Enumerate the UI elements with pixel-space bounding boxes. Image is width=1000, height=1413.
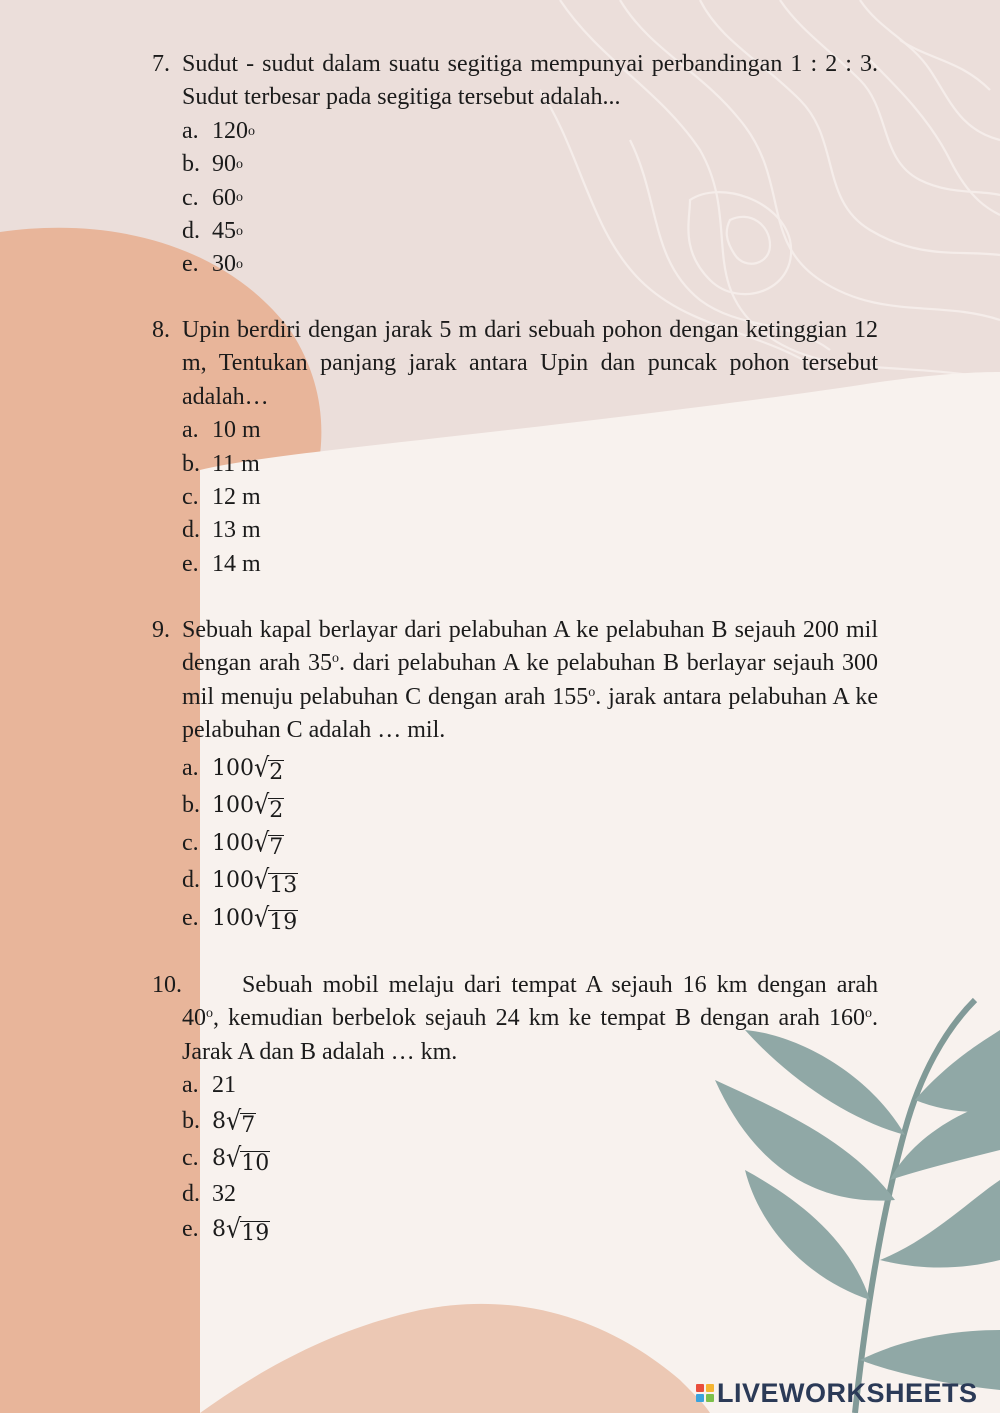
question-10 xyxy=(152,969,878,1249)
sqrt-expression: 100 √ 2 xyxy=(212,752,284,786)
options-list xyxy=(182,115,878,282)
question-number: 8. xyxy=(152,317,170,343)
option-d[interactable]: d. 32 xyxy=(182,1180,236,1207)
option-c[interactable]: c. 12 m xyxy=(182,484,261,510)
option-d[interactable]: d. 45 o xyxy=(182,217,243,244)
question-9 xyxy=(152,614,878,937)
sqrt-expression: 100 √ 7 xyxy=(212,827,284,861)
options-list xyxy=(182,414,878,581)
option-b[interactable]: b. 100 √ 2 xyxy=(182,789,284,823)
options-list xyxy=(182,750,878,938)
logo-text: LIVEWORKSHEETS xyxy=(717,1377,978,1408)
option-e[interactable]: e. 14 m xyxy=(182,550,261,577)
question-number: 9. xyxy=(152,617,170,643)
liveworksheets-logo xyxy=(696,1378,978,1408)
question-7 xyxy=(152,48,878,282)
logo-icon xyxy=(696,1384,714,1402)
option-e[interactable]: e. 100 √ 19 xyxy=(182,902,298,936)
option-a[interactable]: a. 10 m xyxy=(182,417,261,444)
question-8 xyxy=(152,314,878,581)
option-a[interactable]: a. 21 xyxy=(182,1072,236,1099)
option-b[interactable]: b. 11 m xyxy=(182,450,260,477)
option-d[interactable]: d. 100 √ 13 xyxy=(182,864,298,898)
sqrt-expression: 100 √ 2 xyxy=(212,789,284,823)
sqrt-expression: 8 √ 19 xyxy=(212,1213,270,1247)
question-number: 10. xyxy=(152,972,182,998)
option-b[interactable]: b. 90 o xyxy=(182,151,243,178)
question-number: 7. xyxy=(152,51,170,77)
option-a[interactable]: a. 120 o xyxy=(182,117,255,144)
option-c[interactable]: c. 60 o xyxy=(182,184,243,211)
option-e[interactable]: e. 8 √ 19 xyxy=(182,1213,270,1247)
option-c[interactable]: c. 100 √ 7 xyxy=(182,827,284,861)
option-c[interactable]: c. 8 √ 10 xyxy=(182,1142,270,1176)
options-list xyxy=(182,1069,878,1248)
sqrt-expression: 8 √ 10 xyxy=(212,1142,270,1176)
sqrt-expression: 8 √ 7 xyxy=(212,1105,256,1139)
question-text: Sudut - sudut dalam suatu segitiga mempunyai perbandingan 1 : 2 : 3. Sudut terbesar pada segitiga tersebut adalah... xyxy=(182,51,878,111)
sqrt-expression: 100 √ 13 xyxy=(212,864,298,898)
question-text: Sebuah kapal berlayar dari pelabuhan A ke pelabuhan B sejauh 200 mil dengan arah 35$^o$. dari pelabuhan A ke pelabuhan B berlayar sejauh 300 mil menuju pelabuhan C dengan arah 155$^o$. jarak antara pelabuhan A ke pelabuhan C adalah … mil. xyxy=(182,617,878,744)
option-a[interactable]: a. 100 √ 2 xyxy=(182,752,284,786)
question-text: 10. Sebuah mobil melaju dari tempat A sejauh 16 km dengan arah 40$^o$, kemudian berbelok sejauh 24 km ke tempat B dengan arah 160$^o$. Jarak A dan B adalah … km. xyxy=(152,969,878,1069)
option-d[interactable]: d. 13 m xyxy=(182,517,261,544)
sqrt-expression: 100 √ 19 xyxy=(212,902,298,936)
option-b[interactable]: b. 8 √ 7 xyxy=(182,1105,256,1139)
question-text: Upin berdiri dengan jarak 5 m dari sebuah pohon dengan ketinggian 12 m, Tentukan panjang jarak antara Upin dan puncak pohon tersebut adalah… xyxy=(182,317,878,410)
option-e[interactable]: e. 30 o xyxy=(182,251,243,278)
